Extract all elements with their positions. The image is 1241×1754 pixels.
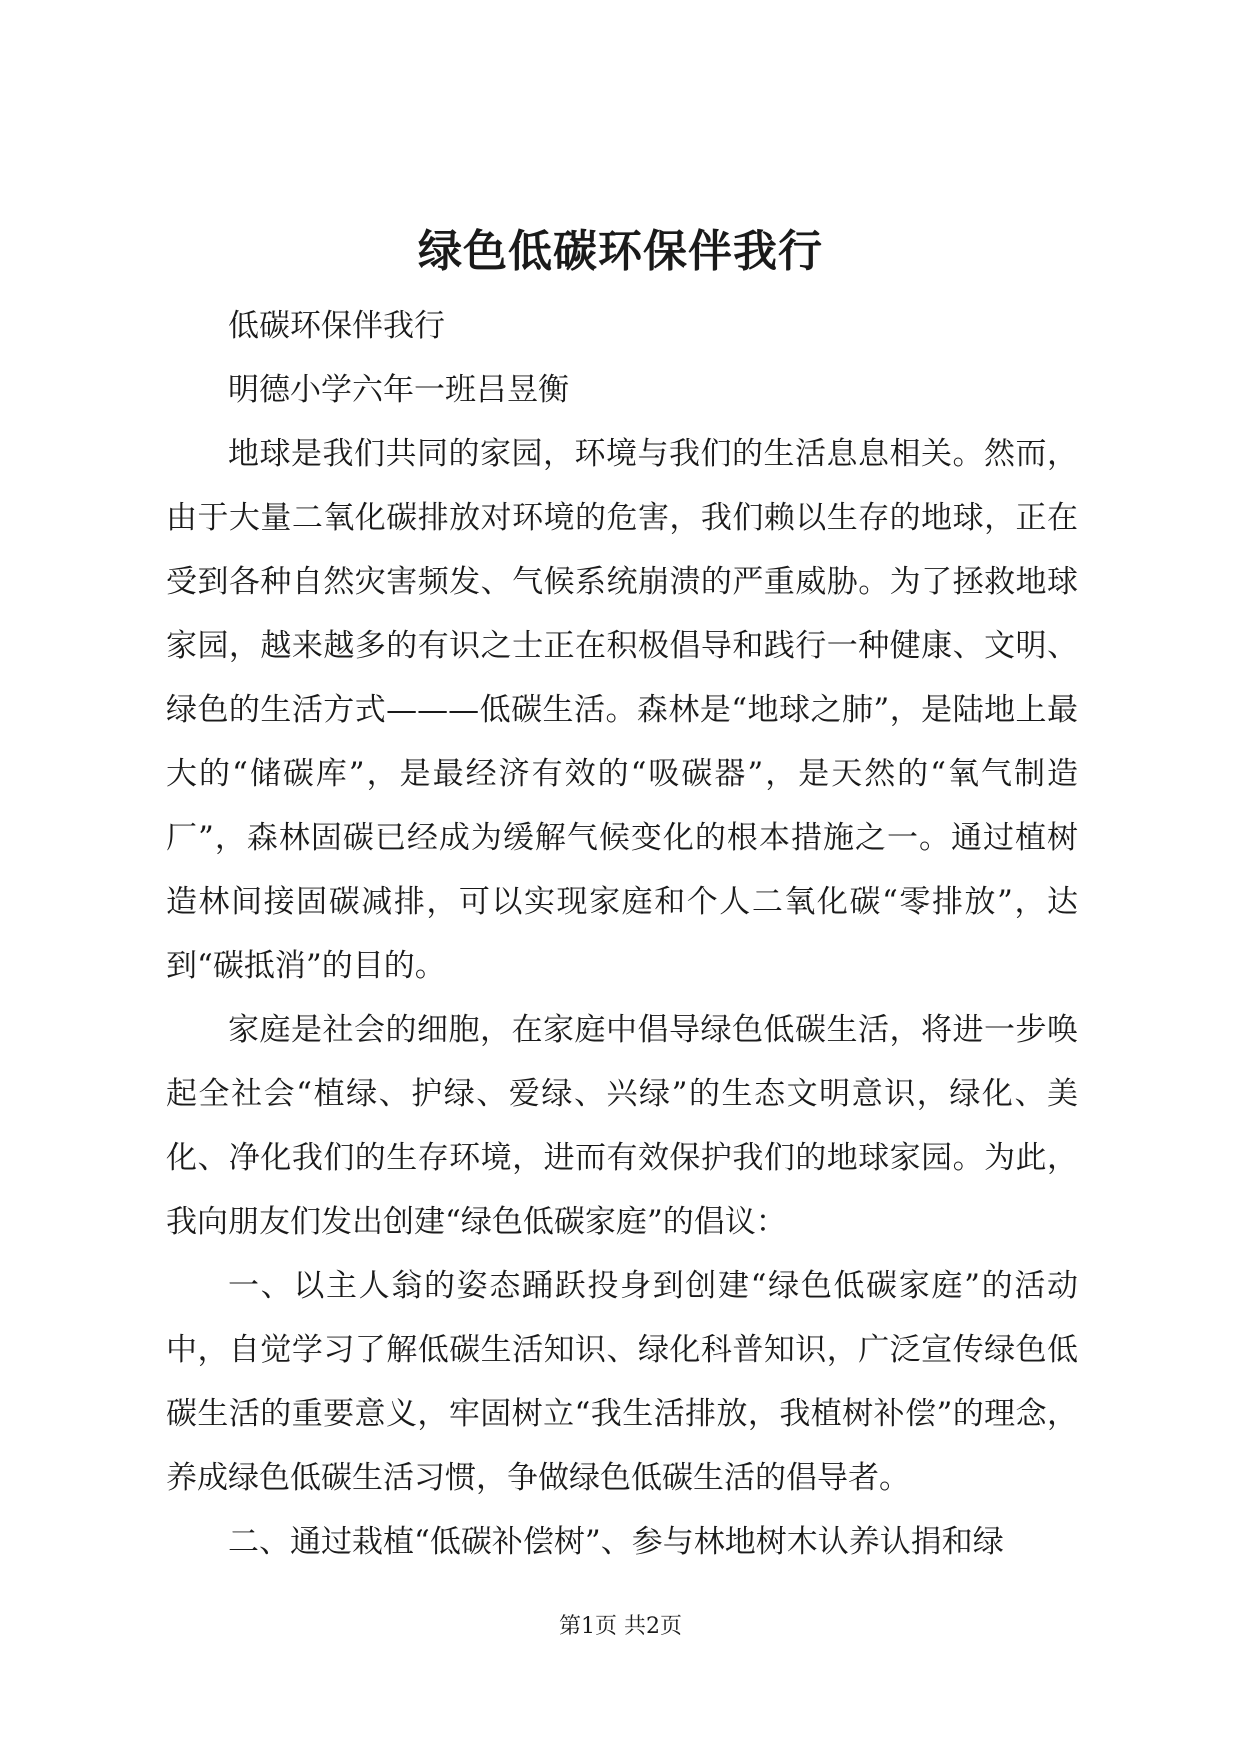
paragraph-2: 家庭是社会的细胞，在家庭中倡导绿色低碳生活，将进一步唤起全社会“植绿、护绿、爱绿、兴绿”的生态文明意识，绿化、美化、净化我们的生存环境，进而有效保护我们的地球家园。为此，我向朋友们发出创建“绿色低碳家庭”的倡议： bbox=[166, 1012, 1078, 1240]
paragraph-3: 一、以主人翁的姿态踊跃投身到创建“绿色低碳家庭”的活动中，自觉学习了解低碳生活知识、绿化科普知识，广泛宣传绿色低碳生活的重要意义，牢固树立“我生活排放，我植树补偿”的理念，养成绿色低碳生活习惯，争做绿色低碳生活的倡导者。 bbox=[166, 1268, 1078, 1496]
paragraph-4: 二、通过栽植“低碳补偿树”、参与林地树木认养认捐和绿 bbox=[228, 1524, 1004, 1560]
page-number-footer: 第1页 共2页 bbox=[559, 1614, 682, 1639]
paragraph-1: 地球是我们共同的家园，环境与我们的生活息息相关。然而，由于大量二氧化碳排放对环境的危害，我们赖以生存的地球，正在受到各种自然灾害频发、气候系统崩溃的严重威胁。为了拯救地球家园，越来越多的有识之士正在积极倡导和践行一种健康、文明、绿色的生活方式———低碳生活。森林是“地球之肺”，是陆地上最大的“储碳库”，是最经济有效的“吸碳器”，是天然的“氧气制造厂”，森林固碳已经成为缓解气候变化的根本措施之一。通过植树造林间接固碳减排，可以实现家庭和个人二氧化碳“零排放”，达到“碳抵消”的目的。 bbox=[166, 436, 1078, 984]
document-title: 绿色低碳环保伴我行 bbox=[418, 226, 823, 277]
document-author: 明德小学六年一班吕昱衡 bbox=[228, 372, 569, 408]
document-subtitle: 低碳环保伴我行 bbox=[228, 308, 445, 344]
document-body bbox=[166, 294, 1078, 1574]
